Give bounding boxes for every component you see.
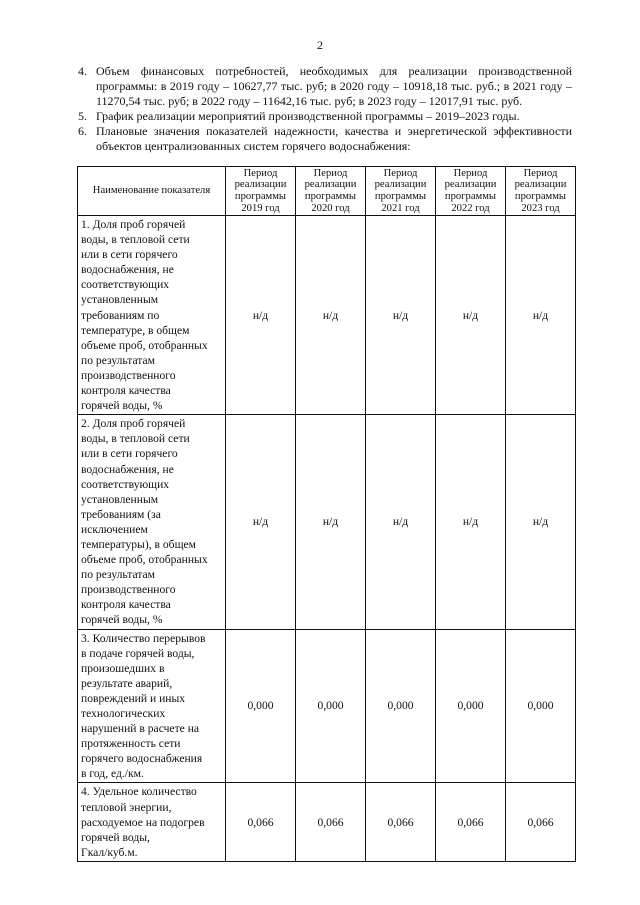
header-period-2023: Период реализации программы 2023 год (506, 167, 576, 216)
table-row (78, 629, 576, 783)
list-item-text: Объем финансовых потребностей, необходимых для реализации производственной программы: в 2019 году – 10627,77 тыс. руб; в 2020 году – 10918,18 тыс. руб.; в 2021 году – 11270,54 тыс. руб; в 2022 году – 11642,16 тыс. руб; в 2023 году – 12017,91 тыс. руб. (96, 64, 572, 108)
list-item-number: 4. (78, 64, 87, 78)
value-cell: н/д (226, 216, 296, 415)
list-item-4 (78, 64, 572, 109)
value-cell: н/д (366, 415, 436, 629)
value-cell: н/д (436, 415, 506, 629)
indicator-name-cell: 1. Доля проб горячей воды, в тепловой сети или в сети горячего водоснабжения, не соответствующих установленным требованиям по температуре, в общем объеме проб, отобранных по результатам производственного контроля качества горячей воды, % (78, 216, 226, 415)
list-item-number: 5. (78, 109, 87, 123)
value-cell: н/д (506, 216, 576, 415)
value-cell: 0,066 (296, 783, 366, 861)
table-row (78, 415, 576, 629)
value-cell: н/д (506, 415, 576, 629)
value-cell: н/д (296, 216, 366, 415)
header-period-2022: Период реализации программы 2022 год (436, 167, 506, 216)
value-cell: 0,000 (436, 629, 506, 783)
header-period-2020: Период реализации программы 2020 год (296, 167, 366, 216)
value-cell: 0,066 (366, 783, 436, 861)
indicators-table (77, 166, 576, 862)
value-cell: н/д (366, 216, 436, 415)
list-item-6 (78, 124, 572, 154)
numbered-list (78, 64, 572, 154)
value-cell: 0,000 (226, 629, 296, 783)
indicator-name-cell: 2. Доля проб горячей воды, в тепловой сети или в сети горячего водоснабжения, не соответствующих установленным требованиям (за исключением температуры), в общем объеме проб, отобранных по результатам производственного контроля качества горячей воды, % (78, 415, 226, 629)
value-cell: н/д (296, 415, 366, 629)
value-cell: 0,000 (366, 629, 436, 783)
value-cell: 0,000 (296, 629, 366, 783)
header-period-2019: Период реализации программы 2019 год (226, 167, 296, 216)
value-cell: н/д (436, 216, 506, 415)
indicator-name-cell: 3. Количество перерывов в подаче горячей воды, произошедших в результате аварий, повреждений и иных технологических нарушений в расчете на протяженность сети горячего водоснабжения в год, ед./км. (78, 629, 226, 783)
page-number: 2 (317, 38, 323, 52)
table-row (78, 783, 576, 861)
header-period-2021: Период реализации программы 2021 год (366, 167, 436, 216)
table-row (78, 216, 576, 415)
value-cell: н/д (226, 415, 296, 629)
list-item-text: График реализации мероприятий производственной программы – 2019–2023 годы. (96, 109, 520, 123)
indicator-name-cell: 4. Удельное количество тепловой энергии, расходуемое на подогрев горячей воды, Гкал/куб.м. (78, 783, 226, 861)
value-cell: 0,000 (506, 629, 576, 783)
value-cell: 0,066 (226, 783, 296, 861)
value-cell: 0,066 (506, 783, 576, 861)
value-cell: 0,066 (436, 783, 506, 861)
table-header-row (78, 167, 576, 216)
list-item-number: 6. (78, 124, 87, 138)
header-indicator-name: Наименование показателя (78, 167, 226, 216)
list-item-text: Плановые значения показателей надежности, качества и энергетической эффективности объектов централизованных систем горячего водоснабжения: (96, 124, 572, 153)
list-item-5 (78, 109, 572, 124)
